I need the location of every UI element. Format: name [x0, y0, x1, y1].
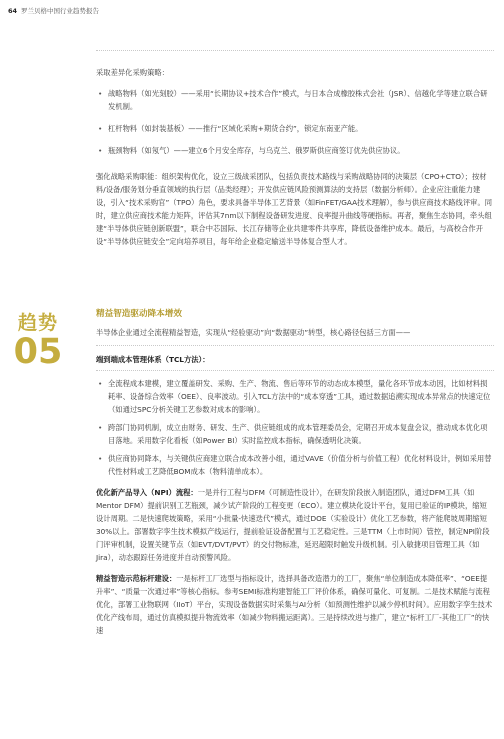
page-number: 64	[8, 7, 18, 15]
top-block	[96, 66, 494, 248]
smart-paragraph	[96, 572, 494, 637]
section-intro: 半导体企业通过全流程精益智造，实现从“经验驱动”向“数据驱动”转型，核心路径包括三方面——	[96, 328, 411, 337]
list-item: • 战略物料（如光刻胶）——采用“长期协议+技术合作”模式，与日本合成橡胶株式会社（JSR）、信越化学等建立联合研发机制。	[96, 87, 494, 113]
smart-text: 一是标杆工厂选型与指标设计，选择具备改造潜力的工厂，聚焦“单位制造成本降低率”、“OEE提升率”、“质量一次通过率”等核心指标。参考SEMI标准构建智能工厂评价体系，确保可量化、可复制。二是技术赋能与流程优化，部署工业物联网（IIoT）平台，实现设备数据实时采集与AI分析（如预测性维护以减少停机时间）。应用数字孪生技术优化产线布局，通过仿真模拟提升物流效率（如减少物料搬运距离）。三是持续改进与推广，建立“标杆工厂-其他工厂”的快速	[96, 574, 493, 635]
subsection-divider	[96, 370, 494, 371]
top-divider	[96, 50, 494, 51]
page-header	[8, 6, 99, 15]
trend-marker	[10, 308, 66, 372]
strategy-list	[96, 87, 494, 157]
list-item: • 全流程成本建模，建立覆盖研发、采购、生产、物流、售后等环节的动态成本模型，量化各环节成本动因，比如材料损耗率、设备综合效率（OEE）、良率波动。引入TCL方法中的“成本穿透”工具，通过数据追溯实现成本异常点的快速定位（如通过SPC分析关键工艺参数对成本的影响）。	[96, 377, 494, 416]
list-item: • 供应商协同降本，与关键供应商建立联合成本改善小组，通过VAVE（价值分析与价值工程）优化材料设计，例如采用替代性材料或工艺降低BOM成本（物料清单成本）。	[96, 452, 494, 478]
list-item: • 瓶颈物料（如氖气）——建立6个月安全库存，与乌克兰、俄罗斯供应商签订优先供应协议。	[96, 144, 494, 157]
npi-text: 一是并行工程与DFM（可制造性设计），在研发阶段嵌入制造团队，通过DFM工具（如Mentor DFM）提前识别工艺瓶颈，减少试产阶段的工程变更（ECO）。建立模块化设计平台，复用已验证的IP模块，缩短设计周期。二是快速爬坡策略，采用“小批量-快速迭代”模式，通过DOE（实验设计）优化工艺参数，将产能爬坡周期缩短30%以上。部署数字孪生技术模拟产线运行，提前验证设备配置与工艺稳定性。三是TTM（上市时间）管控，制定NPI阶段门评审机制，设置关键节点（如EVT/DVT/PVT）的交付物标准，延迟超限时触发升级机制。引入敏捷项目管理工具（如Jira），动态跟踪任务进度并自动预警风险。	[96, 488, 490, 562]
list-item: • 跨部门协同机制，成立由财务、研发、生产、供应链组成的成本管理委员会，定期召开成本复盘会议，推动成本优化项目落地。采用数字化看板（如Power BI）实时监控成本指标，确保透明化决策。	[96, 421, 494, 447]
list-item: • 杠杆物料（如封装基板）——推行“区域化采购+期货合约”，锁定东南亚产能。	[96, 122, 494, 135]
strategy-intro: 采取差异化采购策略：	[96, 68, 169, 77]
trend-label: 趋势	[17, 312, 58, 334]
npi-paragraph	[96, 486, 494, 564]
section-block	[96, 307, 494, 637]
procurement-paragraph: 强化战略采购职能：组织架构优化，设立三级战采团队，包括负责技术路线与采购战略协同的决策层（CPO+CTO）；按材料/设备/服务划分垂直领域的执行层（品类经理）；开发供应链风险预测算法的支持层（数据分析师）。企业应注重能力建设，引入“技术采购官”（TPO）角色，要求具备半导体工艺背景（如FinFET/GAA技术理解），参与供应商技术路线评审。同时，建立供应商技术能力矩阵，评估其7nm以下制程设备研发进度、良率提升曲线等硬指标。再者，聚焦生态协同，牵头组建“半导体供应链创新联盟”，联合中芯国际、长江存储等企业共建零件共享库，降低设备维护成本。最后，与高校合作开设“半导体供应链安全”定向培养项目，每年给企业稳定输送半导体复合型人才。	[96, 172, 493, 246]
tcl-list	[96, 377, 494, 478]
report-title: 罗兰贝格中国行业趋势报告	[21, 7, 100, 15]
section-title: 精益智造驱动降本增效	[96, 309, 182, 319]
tcl-heading: 端到端成本管理体系（TCL方法）：	[96, 355, 210, 364]
trend-number: 05	[13, 332, 63, 372]
smart-label: 精益智造示范标杆建设：	[96, 574, 177, 583]
section-divider	[96, 345, 494, 346]
npi-label: 优化新产品导入（NPI）流程：	[96, 488, 198, 497]
